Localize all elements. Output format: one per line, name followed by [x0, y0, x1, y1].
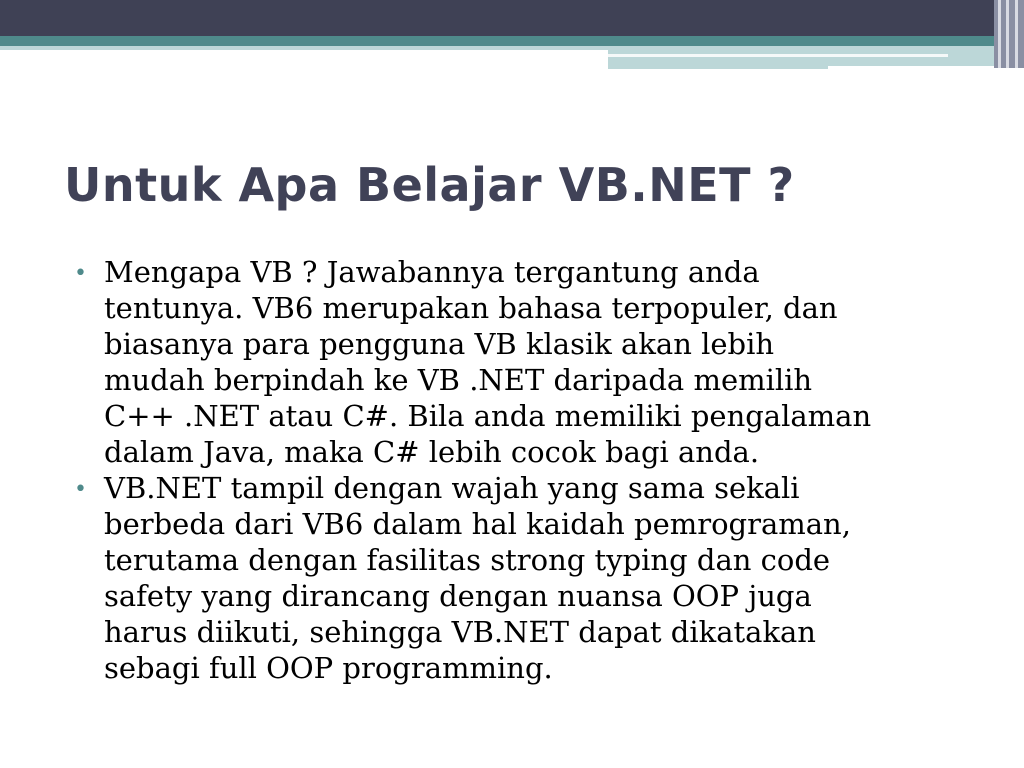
- bullet-line: berbeda dari VB6 dalam hal kaidah pemrograman,: [104, 507, 851, 541]
- header-band-right-line-lower: [608, 66, 828, 69]
- bullet-line: mudah berpindah ke VB .NET daripada memilih: [104, 363, 813, 397]
- header-band-right-line: [608, 54, 948, 57]
- bullet-line: safety yang dirancang dengan nuansa OOP juga: [104, 579, 812, 613]
- bullet-line: harus diikuti, sehingga VB.NET dapat dikatakan: [104, 615, 816, 649]
- bullet-item: [72, 254, 972, 470]
- bullet-line: tentunya. VB6 merupakan bahasa terpopuler, dan: [104, 291, 838, 325]
- bullet-line: Mengapa VB ? Jawabannya tergantung anda: [104, 255, 760, 289]
- bullet-list: [72, 254, 972, 686]
- header-band-teal: [0, 36, 1024, 46]
- header-band-dark: [0, 0, 1024, 36]
- bullet-line: sebagi full OOP programming.: [104, 651, 553, 685]
- bullet-line: terutama dengan fasilitas strong typing dan code: [104, 543, 831, 577]
- bullet-dot-icon: •: [74, 477, 87, 502]
- header-stripes: [994, 0, 1024, 68]
- bullet-dot-icon: •: [74, 261, 87, 286]
- header-stripe: [1018, 0, 1024, 68]
- header-band-light: [0, 46, 608, 50]
- bullet-line: VB.NET tampil dengan wajah yang sama sekali: [104, 471, 800, 505]
- slide-title: Untuk Apa Belajar VB.NET ?: [64, 158, 795, 212]
- bullet-item: [72, 470, 972, 686]
- bullet-line: dalam Java, maka C# lebih cocok bagi anda.: [104, 435, 760, 469]
- bullet-line: C++ .NET atau C#. Bila anda memiliki pengalaman: [104, 399, 872, 433]
- bullet-line: biasanya para pengguna VB klasik akan lebih: [104, 327, 775, 361]
